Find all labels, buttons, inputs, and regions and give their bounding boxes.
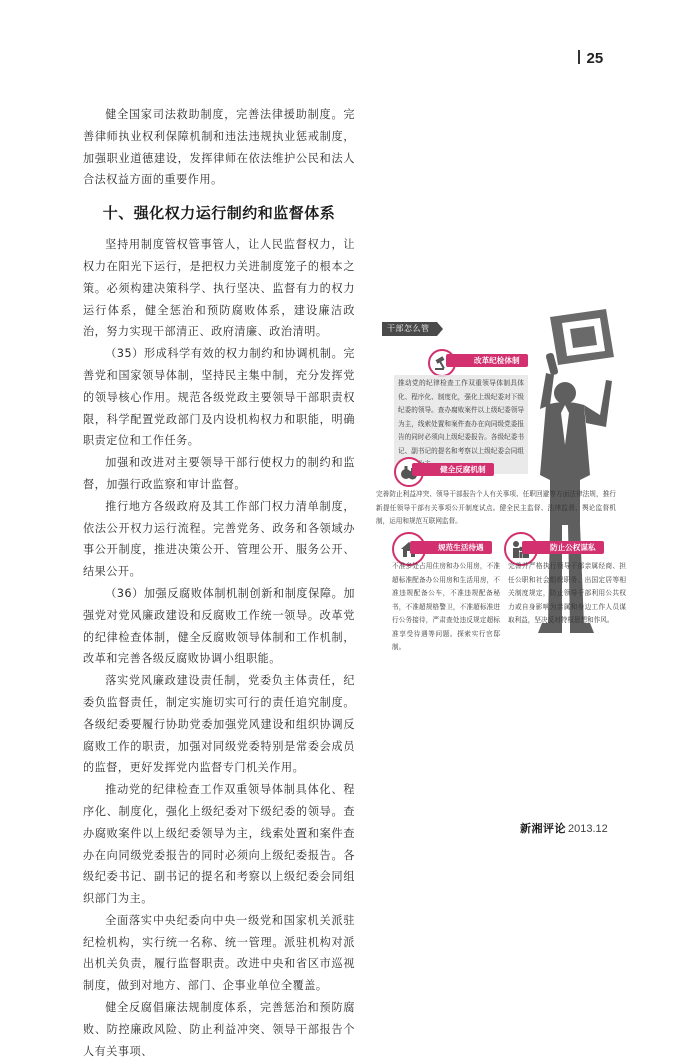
item-title: 规范生活待遇 (410, 541, 492, 554)
item-text: 完善并严格执行领导干部亲属经商、担任公职和社会组织职务、出国定居等相关制度规定，防止领导干部利用公共权力或自身影响为亲属和身边工作人员谋取利益，坚决反对特权思想和作风。 (508, 562, 626, 624)
article-body (83, 104, 355, 1062)
article-paragraph: 加强和改进对主要领导干部行使权力的制约和监督，加强行政监察和审计监督。 (83, 456, 355, 491)
article-paragraph: （36）加强反腐败体制机制创新和制度保障。加强党对党风廉政建设和反腐败工作统一领导。改革党的纪律检查体制，健全反腐败领导体制和工作机制，改革和完善各级反腐败协调小组职能。 (83, 586, 355, 666)
intro-paragraph: 健全国家司法救助制度，完善法律援助制度。完善律师执业权利保障机制和违法违规执业惩戒制度，加强职业道德建设，发挥律师在依法维护公民和法人合法权益方面的重要作用。 (83, 108, 355, 187)
sidebar-tag: 干部怎么管 (382, 322, 437, 336)
page-number: 25 (578, 50, 603, 67)
issue-number: 2013.12 (568, 823, 608, 835)
footer-brand (520, 820, 608, 836)
article-paragraph: 落实党风廉政建设责任制，党委负主体责任，纪委负监督责任，制定实施切实可行的责任追究制度。各级纪委要履行协助党委加强党风建设和组织协调反腐败工作的职责，加强对同级党委特别是常委会成员的监督，更好发挥党内监督专门机关作用。 (83, 674, 355, 775)
section-heading: 十、强化权力运行制约和监督体系 (102, 204, 336, 223)
article-paragraph: 健全反腐倡廉法规制度体系，完善惩治和预防腐败、防控廉政风险、防止利益冲突、领导干部报告个人有关事项、 (83, 1001, 355, 1058)
article-paragraph: 推行地方各级政府及其工作部门权力清单制度，依法公开权力运行流程。完善党务、政务和各领域办事公开制度，推进决策公开、管理公开、服务公开、结果公开。 (83, 499, 355, 579)
infographic-sidebar (370, 305, 632, 650)
article-paragraph: （35）形成科学有效的权力制约和协调机制。完善党和国家领导体制，坚持民主集中制，充分发挥党的领导核心作用。规范各级党政主要领导干部职责权限，科学配置党政部门及内设机构权力和职能，明确职责定位和工作任务。 (83, 347, 355, 448)
magazine-logo: 新湘评论 (520, 822, 566, 835)
article-paragraph: 坚持用制度管权管事管人，让人民监督权力，让权力在阳光下运行，是把权力关进制度笼子的根本之策。必须构建决策科学、执行坚决、监督有力的权力运行体系，健全惩治和预防腐败体系，建设廉洁政治，努力实现干部清正、政府清廉、政治清明。 (83, 238, 355, 339)
item-text: 不准多处占用住房和办公用房，不准超标准配备办公用房和生活用房，不准违规配备公车，不准违规配备秘书，不准超规格警卫，不准超标准进行公务接待，严肃查处违反规定超标准享受待遇等问题。探索实行官邸制。 (392, 562, 500, 651)
item-title: 改革纪检体制 (446, 354, 528, 367)
item-title: 健全反腐机制 (412, 463, 494, 476)
article-paragraph: 推动党的纪律检查工作双重领导体制具体化、程序化、制度化，强化上级纪委对下级纪委的领导。查办腐败案件以上级纪委领导为主，线索处置和案件查办在向同级党委报告的同时必须向上级纪委报告。各级纪委书记、副书记的提名和考察以上级纪委会同组织部门为主。 (83, 783, 355, 906)
item-title: 防止公权谋私 (522, 541, 604, 554)
item-text: 完善防止利益冲突、领导干部报告个人有关事项、任职回避等方面法律法规，推行新提任领导干部有关事项公开制度试点。健全民主监督、法律监督、舆论监督机制，运用和规范互联网监督。 (376, 490, 616, 525)
item-text: 推动党的纪律检查工作双重领导体制具体化、程序化、制度化，强化上级纪委对下级纪委的领导。查办腐败案件以上级纪委领导为主，线索处置和案件查办在向同级党委报告的同时必须向上级纪委报告。各级纪委书记、副书记的提名和考察以上级纪委会同组 (394, 375, 528, 474)
article-paragraph: 全面落实中央纪委向中央一级党和国家机关派驻纪检机构，实行统一名称、统一管理。派驻机构对派出机关负责，履行监督职责。改进中央和省区市巡视制度，做到对地方、部门、企事业单位全覆盖。 (83, 913, 355, 993)
